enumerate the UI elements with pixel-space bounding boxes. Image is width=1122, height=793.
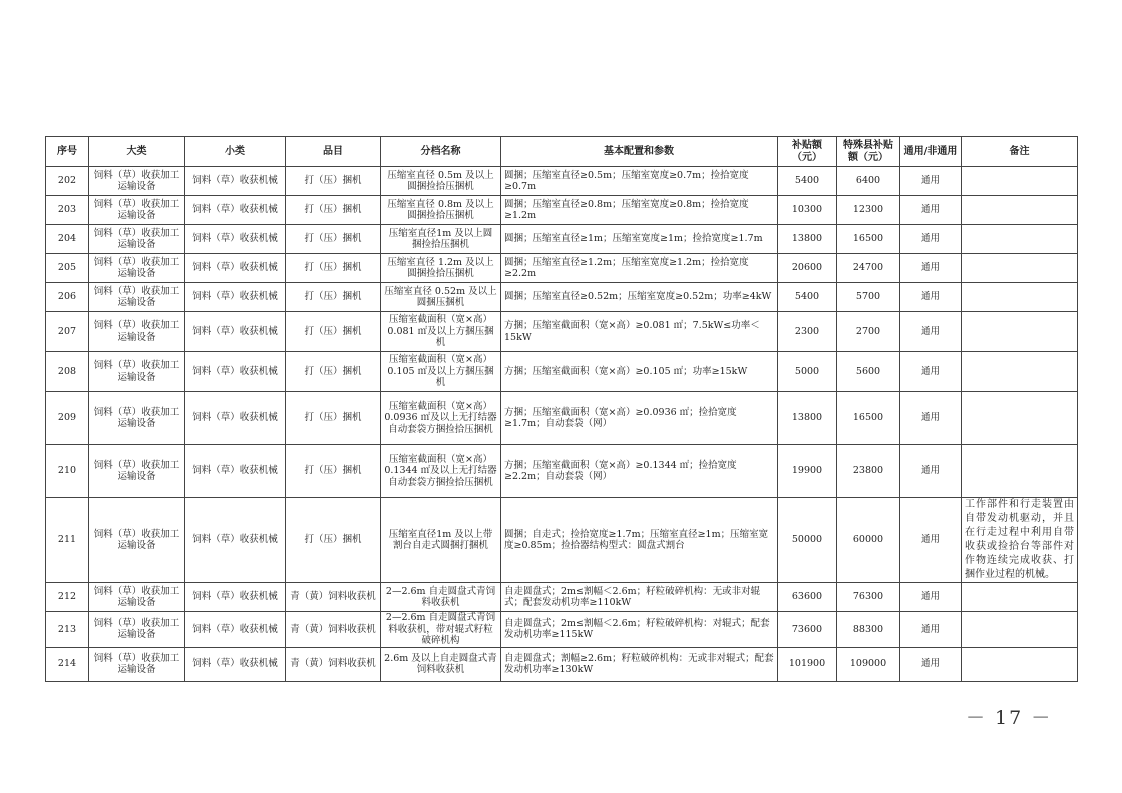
- row-subsidy: 5000: [778, 352, 837, 392]
- row-item: 打（压）捆机: [286, 498, 381, 583]
- row-no: 207: [46, 312, 89, 352]
- row-grade: 压缩室直径 0.8m 及以上圆捆捡拾压捆机: [381, 196, 501, 225]
- row-no: 209: [46, 392, 89, 445]
- row-remark: [962, 196, 1078, 225]
- row-config: 方捆；压缩室截面积（宽×高）≥0.0936 ㎡；捡拾宽度≥1.7m；自动套袋（网）: [501, 392, 778, 445]
- row-special-subsidy: 2700: [837, 312, 900, 352]
- row-subcategory: 饲料（草）收获机械: [185, 254, 286, 283]
- table-row: [46, 225, 1078, 254]
- row-no: 210: [46, 445, 89, 498]
- row-remark: [962, 352, 1078, 392]
- row-remark: [962, 583, 1078, 612]
- row-general: 通用: [900, 167, 962, 196]
- row-subsidy: 13800: [778, 392, 837, 445]
- table-row: [46, 254, 1078, 283]
- row-grade: 压缩室直径 1.2m 及以上圆捆捡拾压捆机: [381, 254, 501, 283]
- row-category: 饲料（草）收获加工运输设备: [89, 225, 185, 254]
- row-general: 通用: [900, 498, 962, 583]
- row-grade: 压缩室直径1m 及以上圆捆捡拾压捆机: [381, 225, 501, 254]
- row-no: 212: [46, 583, 89, 612]
- row-no: 205: [46, 254, 89, 283]
- table-header-row: [46, 137, 1078, 167]
- row-subsidy: 2300: [778, 312, 837, 352]
- row-general: 通用: [900, 352, 962, 392]
- page-number: － 17 －: [966, 707, 1053, 729]
- row-subsidy: 5400: [778, 167, 837, 196]
- header-general: 通用/非通用: [900, 137, 962, 167]
- row-remark: [962, 647, 1078, 681]
- table-row: [46, 498, 1078, 583]
- row-grade: 压缩室直径 0.52m 及以上圆捆压捆机: [381, 283, 501, 312]
- row-special-subsidy: 76300: [837, 583, 900, 612]
- row-subcategory: 饲料（草）收获机械: [185, 583, 286, 612]
- row-item: 打（压）捆机: [286, 283, 381, 312]
- row-subcategory: 饲料（草）收获机械: [185, 225, 286, 254]
- row-item: 青（黄）饲料收获机: [286, 612, 381, 648]
- row-no: 206: [46, 283, 89, 312]
- row-category: 饲料（草）收获加工运输设备: [89, 254, 185, 283]
- row-config: 圆捆；压缩室直径≥1.2m；压缩室宽度≥1.2m；捡拾宽度≥2.2m: [501, 254, 778, 283]
- row-special-subsidy: 109000: [837, 647, 900, 681]
- row-grade: 压缩室截面积（宽×高）0.105 ㎡及以上方捆压捆机: [381, 352, 501, 392]
- row-grade: 压缩室截面积（宽×高）0.1344 ㎡及以上无打结器自动套袋方捆捡拾压捆机: [381, 445, 501, 498]
- row-remark: [962, 445, 1078, 498]
- row-category: 饲料（草）收获加工运输设备: [89, 392, 185, 445]
- row-item: 打（压）捆机: [286, 254, 381, 283]
- row-remark: [962, 312, 1078, 352]
- row-subsidy: 101900: [778, 647, 837, 681]
- row-grade: 2—2.6m 自走圆盘式青饲料收获机，带对辊式籽粒破碎机构: [381, 612, 501, 648]
- header-subsidy: 补贴额（元）: [778, 137, 837, 167]
- row-general: 通用: [900, 312, 962, 352]
- row-grade: 2.6m 及以上自走圆盘式青饲料收获机: [381, 647, 501, 681]
- header-no: 序号: [46, 137, 89, 167]
- header-config: 基本配置和参数: [501, 137, 778, 167]
- row-no: 204: [46, 225, 89, 254]
- row-category: 饲料（草）收获加工运输设备: [89, 583, 185, 612]
- row-subsidy: 50000: [778, 498, 837, 583]
- table-row: [46, 392, 1078, 445]
- row-special-subsidy: 6400: [837, 167, 900, 196]
- row-subsidy: 63600: [778, 583, 837, 612]
- row-subsidy: 73600: [778, 612, 837, 648]
- header-category: 大类: [89, 137, 185, 167]
- header-item: 品目: [286, 137, 381, 167]
- row-remark: [962, 225, 1078, 254]
- row-general: 通用: [900, 647, 962, 681]
- row-remark: [962, 612, 1078, 648]
- row-grade: 压缩室截面积（宽×高）0.0936 ㎡及以上无打结器自动套袋方捆捡拾压捆机: [381, 392, 501, 445]
- row-category: 饲料（草）收获加工运输设备: [89, 498, 185, 583]
- row-subcategory: 饲料（草）收获机械: [185, 196, 286, 225]
- table-row: [46, 312, 1078, 352]
- row-config: 方捆；压缩室截面积（宽×高）≥0.1344 ㎡；捡拾宽度≥2.2m；自动套袋（网）: [501, 445, 778, 498]
- row-no: 214: [46, 647, 89, 681]
- row-remark: [962, 254, 1078, 283]
- row-subcategory: 饲料（草）收获机械: [185, 167, 286, 196]
- row-remark: 工作部件和行走装置由自带发动机驱动，并且在行走过程中利用自带收获或捡拾台等部件对作物连续完成收获、打捆作业过程的机械。: [962, 498, 1078, 583]
- row-grade: 压缩室截面积（宽×高）0.081 ㎡及以上方捆压捆机: [381, 312, 501, 352]
- table-row: [46, 445, 1078, 498]
- row-grade: 压缩室直径 0.5m 及以上圆捆捡拾压捆机: [381, 167, 501, 196]
- row-subcategory: 饲料（草）收获机械: [185, 445, 286, 498]
- header-special-subsidy: 特殊县补贴额（元）: [837, 137, 900, 167]
- row-item: 打（压）捆机: [286, 392, 381, 445]
- row-subsidy: 13800: [778, 225, 837, 254]
- table-row: [46, 612, 1078, 648]
- table-row: [46, 647, 1078, 681]
- row-subcategory: 饲料（草）收获机械: [185, 283, 286, 312]
- row-no: 213: [46, 612, 89, 648]
- row-special-subsidy: 5600: [837, 352, 900, 392]
- row-special-subsidy: 5700: [837, 283, 900, 312]
- row-config: 自走圆盘式；割幅≥2.6m；籽粒破碎机构：无或非对辊式；配套发动机功率≥130kW: [501, 647, 778, 681]
- header-subcategory: 小类: [185, 137, 286, 167]
- row-general: 通用: [900, 612, 962, 648]
- table-row: [46, 167, 1078, 196]
- row-config: 方捆；压缩室截面积（宽×高）≥0.081 ㎡；7.5kW≤功率＜15kW: [501, 312, 778, 352]
- row-subcategory: 饲料（草）收获机械: [185, 392, 286, 445]
- row-category: 饲料（草）收获加工运输设备: [89, 647, 185, 681]
- row-general: 通用: [900, 196, 962, 225]
- table-row: [46, 196, 1078, 225]
- row-subcategory: 饲料（草）收获机械: [185, 352, 286, 392]
- row-category: 饲料（草）收获加工运输设备: [89, 196, 185, 225]
- row-subsidy: 20600: [778, 254, 837, 283]
- row-item: 打（压）捆机: [286, 167, 381, 196]
- row-config: 方捆；压缩室截面积（宽×高）≥0.105 ㎡；功率≥15kW: [501, 352, 778, 392]
- row-item: 打（压）捆机: [286, 445, 381, 498]
- row-category: 饲料（草）收获加工运输设备: [89, 283, 185, 312]
- row-no: 202: [46, 167, 89, 196]
- row-config: 圆捆；压缩室直径≥0.8m；压缩室宽度≥0.8m；捡拾宽度≥1.2m: [501, 196, 778, 225]
- row-item: 打（压）捆机: [286, 225, 381, 254]
- row-general: 通用: [900, 392, 962, 445]
- row-remark: [962, 167, 1078, 196]
- row-special-subsidy: 60000: [837, 498, 900, 583]
- row-subsidy: 5400: [778, 283, 837, 312]
- row-no: 211: [46, 498, 89, 583]
- row-subcategory: 饲料（草）收获机械: [185, 647, 286, 681]
- table-row: [46, 283, 1078, 312]
- row-subcategory: 饲料（草）收获机械: [185, 312, 286, 352]
- row-special-subsidy: 88300: [837, 612, 900, 648]
- row-special-subsidy: 24700: [837, 254, 900, 283]
- row-special-subsidy: 16500: [837, 225, 900, 254]
- row-grade: 2—2.6m 自走圆盘式青饲料收获机: [381, 583, 501, 612]
- row-subcategory: 饲料（草）收获机械: [185, 612, 286, 648]
- row-config: 圆捆；压缩室直径≥1m；压缩室宽度≥1m；捡拾宽度≥1.7m: [501, 225, 778, 254]
- row-config: 自走圆盘式；2m≤割幅＜2.6m；籽粒破碎机构：无或非对辊式；配套发动机功率≥110kW: [501, 583, 778, 612]
- row-category: 饲料（草）收获加工运输设备: [89, 167, 185, 196]
- row-remark: [962, 283, 1078, 312]
- table-row: [46, 352, 1078, 392]
- row-general: 通用: [900, 254, 962, 283]
- row-category: 饲料（草）收获加工运输设备: [89, 352, 185, 392]
- row-config: 圆捆；压缩室直径≥0.5m；压缩室宽度≥0.7m；捡拾宽度≥0.7m: [501, 167, 778, 196]
- row-subsidy: 10300: [778, 196, 837, 225]
- row-grade: 压缩室直径1m 及以上带割台自走式圆捆打捆机: [381, 498, 501, 583]
- row-subsidy: 19900: [778, 445, 837, 498]
- row-item: 青（黄）饲料收获机: [286, 583, 381, 612]
- row-general: 通用: [900, 225, 962, 254]
- row-special-subsidy: 12300: [837, 196, 900, 225]
- row-category: 饲料（草）收获加工运输设备: [89, 445, 185, 498]
- row-category: 饲料（草）收获加工运输设备: [89, 612, 185, 648]
- row-general: 通用: [900, 445, 962, 498]
- row-item: 青（黄）饲料收获机: [286, 647, 381, 681]
- row-config: 圆捆；压缩室直径≥0.52m；压缩室宽度≥0.52m；功率≥4kW: [501, 283, 778, 312]
- row-remark: [962, 392, 1078, 445]
- row-config: 自走圆盘式；2m≤割幅＜2.6m；籽粒破碎机构：对辊式；配套发动机功率≥115kW: [501, 612, 778, 648]
- row-subcategory: 饲料（草）收获机械: [185, 498, 286, 583]
- row-no: 208: [46, 352, 89, 392]
- header-remark: 备注: [962, 137, 1078, 167]
- row-item: 打（压）捆机: [286, 312, 381, 352]
- table-row: [46, 583, 1078, 612]
- row-category: 饲料（草）收获加工运输设备: [89, 312, 185, 352]
- row-special-subsidy: 23800: [837, 445, 900, 498]
- row-no: 203: [46, 196, 89, 225]
- subsidy-table: [45, 136, 1078, 682]
- header-grade: 分档名称: [381, 137, 501, 167]
- row-special-subsidy: 16500: [837, 392, 900, 445]
- row-general: 通用: [900, 283, 962, 312]
- row-config: 圆捆；自走式；捡拾宽度≥1.7m；压缩室直径≥1m；压缩室宽度≥0.85m；捡拾器结构型式：圆盘式割台: [501, 498, 778, 583]
- row-general: 通用: [900, 583, 962, 612]
- row-item: 打（压）捆机: [286, 196, 381, 225]
- row-item: 打（压）捆机: [286, 352, 381, 392]
